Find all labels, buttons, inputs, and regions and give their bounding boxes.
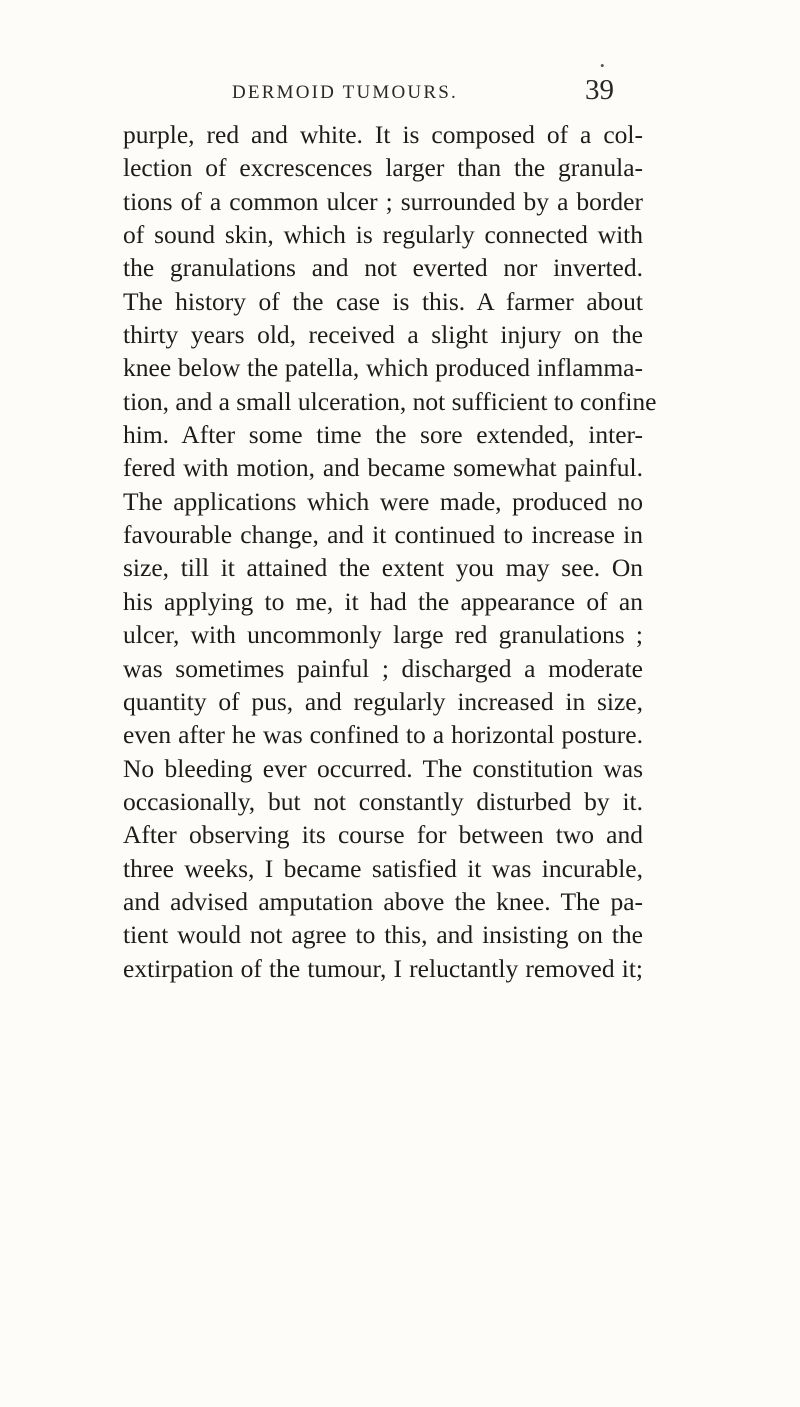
text-line: the granulations and not everted nor inverted. bbox=[123, 253, 643, 283]
text-line: quantity of pus, and regularly increased in size, bbox=[123, 686, 643, 716]
text-line: tient would not agree to this, and insisting on the bbox=[123, 920, 643, 950]
text-line: of sound skin, which is regularly connected with bbox=[123, 220, 643, 250]
text-line: favourable change, and it continued to increase in bbox=[123, 520, 643, 550]
text-line: After observing its course for between two and bbox=[123, 820, 643, 850]
text-line: occasionally, but not constantly disturbed by it. bbox=[123, 786, 643, 816]
page-number: 39 bbox=[585, 74, 614, 106]
text-line: The applications which were made, produced no bbox=[123, 486, 643, 516]
text-line: his applying to me, it had the appearance of an bbox=[123, 586, 643, 616]
text-line: even after he was confined to a horizontal posture. bbox=[123, 720, 643, 750]
text-line: tion, and a small ulceration, not sufficient to confine bbox=[123, 386, 657, 416]
text-line: lection of excrescences larger than the granula- bbox=[123, 153, 643, 183]
text-line: was sometimes painful ; discharged a moderate bbox=[123, 653, 643, 683]
text-line: purple, red and white. It is composed of a col- bbox=[123, 120, 643, 149]
text-line: knee below the patella, which produced inflamma- bbox=[123, 353, 643, 383]
text-line: fered with motion, and became somewhat painful. bbox=[123, 453, 643, 483]
text-line: ulcer, with uncommonly large red granulations ; bbox=[123, 620, 643, 650]
text-line: size, till it attained the extent you may see. On bbox=[123, 553, 643, 583]
text-line: tions of a common ulcer ; surrounded by a border bbox=[123, 186, 643, 216]
text-line: and advised amputation above the knee. The pa- bbox=[123, 886, 643, 916]
page-header bbox=[0, 74, 800, 114]
text-line: him. After some time the sore extended, inter- bbox=[123, 420, 643, 450]
text-line: extirpation of the tumour, I reluctantly removed it; bbox=[123, 953, 643, 983]
running-head: DERMOID TUMOURS. bbox=[232, 82, 458, 103]
text-line: thirty years old, received a slight injury on the bbox=[123, 320, 643, 350]
body-text bbox=[123, 118, 657, 985]
text-line: three weeks, I became satisfied it was incurable, bbox=[123, 853, 643, 883]
margin-mark: • bbox=[600, 58, 605, 73]
text-line: No bleeding ever occurred. The constitution was bbox=[123, 753, 643, 783]
text-line: The history of the case is this. A farmer about bbox=[123, 286, 643, 316]
